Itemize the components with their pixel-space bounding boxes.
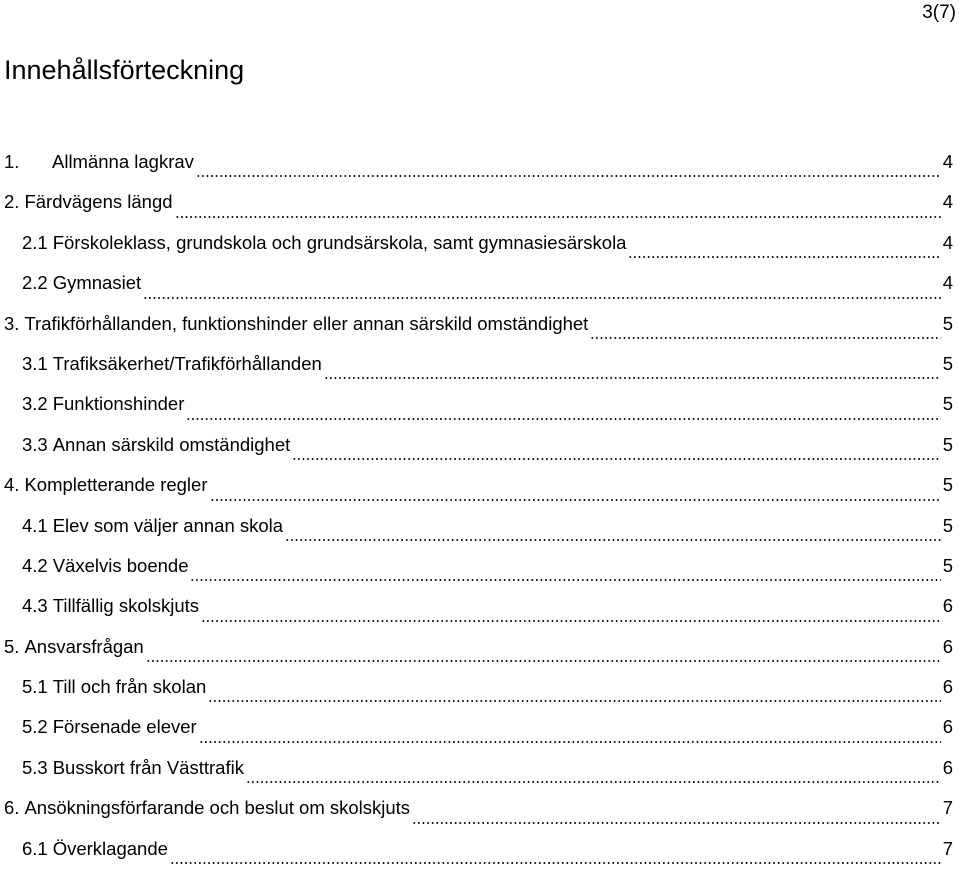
toc-entry-title: Elev som väljer annan skola: [52, 514, 284, 536]
toc-entry[interactable]: [0, 636, 959, 676]
toc-entry-page: 4: [942, 272, 953, 294]
toc-entry-title: Ansvarsfrågan: [24, 635, 144, 657]
toc-entry[interactable]: [0, 838, 959, 878]
toc-entry-number: 4.3: [22, 595, 48, 617]
toc-entry-page: 5: [942, 352, 953, 374]
toc-entry-title: Annan särskild omständighet: [52, 433, 291, 455]
toc-entry-number: 4.2: [22, 554, 48, 576]
dot-leader: [628, 254, 940, 260]
dot-leader: [196, 173, 941, 179]
toc-entry-page: 5: [942, 393, 953, 415]
toc-entry[interactable]: [0, 797, 959, 837]
toc-entry-page: 5: [942, 312, 953, 334]
toc-entry-number: 5.: [4, 635, 20, 657]
toc-entry-title: Förskoleklass, grundskola och grundsärskola, samt gymnasiesärskola: [52, 231, 627, 253]
dot-leader: [246, 779, 941, 785]
toc-entry-number: 6.: [4, 797, 20, 819]
toc-entry-title: Funktionshinder: [52, 393, 185, 415]
toc-entry-number: 2.: [4, 191, 20, 213]
toc-entry-number: 6.1: [22, 837, 48, 859]
dot-leader: [190, 577, 940, 583]
toc-entry-page: 6: [942, 595, 953, 617]
toc-entry[interactable]: [0, 232, 959, 272]
toc-entry[interactable]: [0, 151, 959, 191]
toc-entry-number: 5.3: [22, 756, 48, 778]
toc-entry-number: 3.1: [22, 352, 48, 374]
toc-entry[interactable]: [0, 474, 959, 514]
toc-entry[interactable]: [0, 313, 959, 353]
toc-entry-title: Gymnasiet: [52, 272, 142, 294]
dot-leader: [146, 658, 941, 664]
toc-entry-page: 6: [942, 676, 953, 698]
toc-entry[interactable]: [0, 757, 959, 797]
toc-entry-title: Till och från skolan: [52, 676, 207, 698]
dot-leader: [186, 416, 940, 422]
toc-entry-number: 5.1: [22, 676, 48, 698]
dot-leader: [285, 537, 941, 543]
toc-entry-number: 3.3: [22, 433, 48, 455]
dot-leader: [590, 335, 940, 341]
toc-entry[interactable]: [0, 272, 959, 312]
toc-entry[interactable]: [0, 353, 959, 393]
toc-entry-page: 4: [942, 191, 953, 213]
toc-entry[interactable]: [0, 676, 959, 716]
toc-entry-page: 4: [942, 151, 953, 172]
toc-entry-number: 3.: [4, 312, 20, 334]
toc-entry-title: Allmänna lagkrav: [52, 151, 194, 172]
page-title: Innehållsförteckning: [4, 55, 245, 85]
toc-entry-title: Ansökningsförfarande och beslut om skolskjuts: [24, 797, 411, 819]
toc-entry-title: Överklagande: [52, 837, 168, 859]
toc-entry-title: Färdvägens längd: [24, 191, 173, 213]
dot-leader: [208, 698, 940, 704]
toc-entry-title: Busskort från Västtrafik: [52, 756, 244, 778]
toc-entry[interactable]: [0, 515, 959, 555]
toc-entry-number: 3.2: [22, 393, 48, 415]
toc-entry-number: 4.1: [22, 514, 48, 536]
toc-entry-page: 6: [942, 635, 953, 657]
dot-leader: [292, 456, 940, 462]
toc-entry[interactable]: [0, 434, 959, 474]
dot-leader: [175, 214, 941, 220]
toc-entry-page: 7: [942, 837, 953, 859]
toc-entry-page: 5: [942, 433, 953, 455]
toc-entry[interactable]: [0, 191, 959, 231]
dot-leader: [170, 860, 941, 866]
toc-entry-title: Försenade elever: [52, 716, 197, 738]
toc-entry-number: 4.: [4, 474, 20, 496]
toc-entry-title: Trafikförhållanden, funktionshinder eller annan särskild omständighet: [24, 312, 589, 334]
toc-entry-page: 6: [942, 756, 953, 778]
toc-entry-page: 7: [942, 797, 953, 819]
toc-entry-page: 6: [942, 716, 953, 738]
page-number: 3(7): [922, 2, 956, 23]
toc-entry-number: 2.2: [22, 272, 48, 294]
table-of-contents: [0, 151, 959, 878]
dot-leader: [412, 820, 941, 826]
toc-entry-number: 2.1: [22, 231, 48, 253]
toc-entry-title: Kompletterande regler: [24, 474, 208, 496]
toc-entry-title: Trafiksäkerhet/Trafikförhållanden: [52, 352, 322, 374]
toc-entry[interactable]: [0, 716, 959, 756]
toc-entry-page: 5: [942, 514, 953, 536]
toc-entry-title: Växelvis boende: [52, 554, 189, 576]
toc-entry[interactable]: [0, 393, 959, 433]
toc-entry[interactable]: [0, 595, 959, 635]
toc-entry-number: 5.2: [22, 716, 48, 738]
toc-entry-title: Tillfällig skolskjuts: [52, 595, 200, 617]
toc-entry-page: 5: [942, 474, 953, 496]
toc-entry-page: 4: [942, 231, 953, 253]
toc-entry[interactable]: [0, 555, 959, 595]
dot-leader: [199, 739, 941, 745]
toc-entry-page: 5: [942, 554, 953, 576]
dot-leader: [143, 295, 941, 301]
dot-leader: [210, 497, 941, 503]
dot-leader: [324, 375, 941, 381]
dot-leader: [201, 618, 941, 624]
toc-entry-number: 1.: [4, 151, 20, 172]
